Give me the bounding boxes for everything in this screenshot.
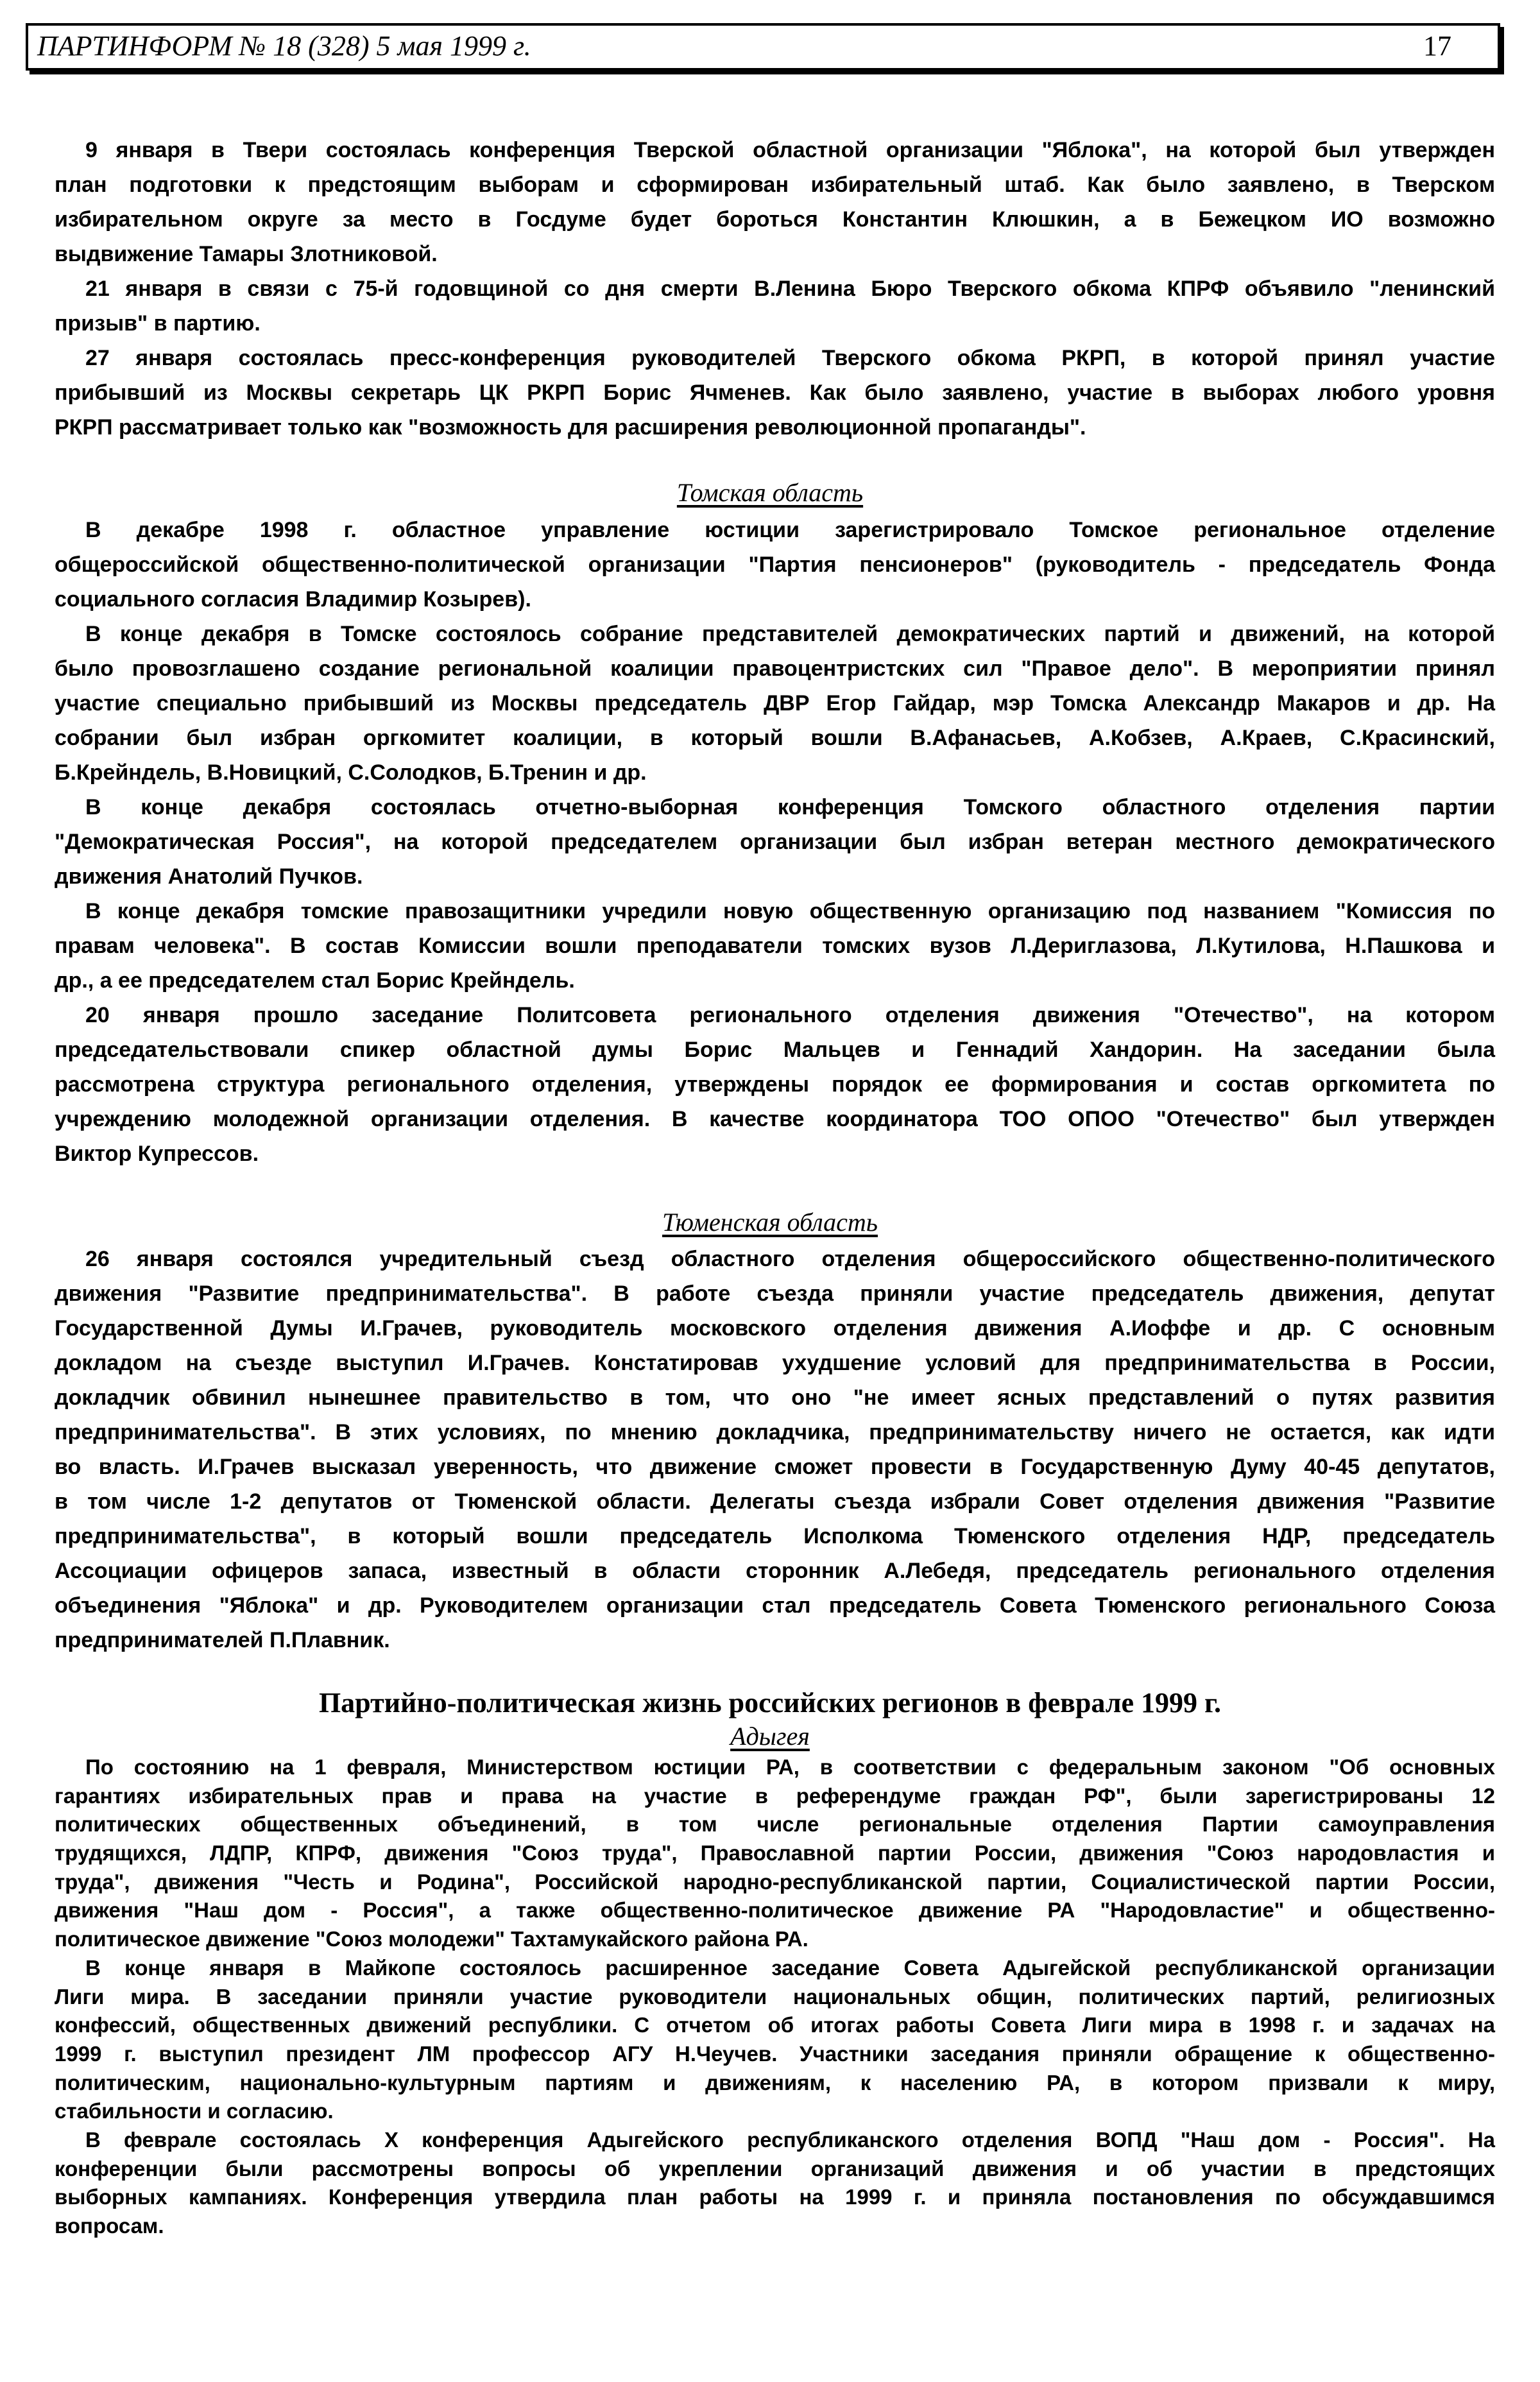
- text-line: В феврале состоялась X конференция Адыгейского республиканского отделения ВОПД "Наш дом - Россия". На: [85, 2127, 1495, 2152]
- text-line: движения Анатолий Пучков.: [55, 864, 363, 889]
- text-line: 20 января прошло заседание Политсовета регионального отделения движения "Отечество", на котором: [85, 1003, 1495, 1027]
- text-line: "Демократическая Россия", на которой председателем организации был избран ветеран местного демократического: [55, 830, 1495, 854]
- text-line: 26 января состоялся учредительный съезд областного отделения общероссийского общественно-политического: [85, 1247, 1495, 1271]
- text-line: учреждению молодежной организации отделения. В качестве координатора ТОО ОПОО "Отечество" был утвержден: [55, 1107, 1495, 1131]
- tomsk-heading: [0, 477, 1540, 508]
- text-line: Государственной Думы И.Грачев, руководитель московского отделения движения А.Иоффе и др. С основным: [55, 1316, 1495, 1341]
- paragraph: [55, 1753, 1495, 1954]
- text-line: В декабре 1998 г. областное управление юстиции зарегистрировало Томское региональное отделение: [85, 518, 1495, 542]
- text-line: общероссийской общественно-политической организации "Партия пенсионеров" (руководитель - председатель Фонда: [55, 553, 1495, 577]
- text-line: было провозглашено создание региональной коалиции правоцентристских сил "Правое дело". В мероприятии принял: [55, 656, 1495, 681]
- paragraph: [55, 271, 1495, 341]
- text-line: др., а ее председателем стал Борис Крейндель.: [55, 968, 575, 993]
- text-line: предпринимателей П.Плавник.: [55, 1628, 390, 1652]
- text-line: объединения "Яблока" и др. Руководителем организации стал председатель Совета Тюменского регионального Союза: [55, 1593, 1495, 1618]
- february-title: Партийно-политическая жизнь российских регионов в феврале 1999 г.: [318, 1687, 1222, 1718]
- text-line: политических общественных объединений, в том числе региональные отделения Партии самоуправления: [55, 1812, 1495, 1837]
- text-line: В конце января в Майкопе состоялось расширенное заседание Совета Адыгейской республиканской организации: [85, 1955, 1495, 1980]
- text-line: собрании был избран оргкомитет коалиции, в который вошли В.Афанасьев, А.Кобзев, А.Краев, С.Красинский,: [55, 726, 1495, 750]
- page-number: 17: [1423, 30, 1451, 62]
- paragraph: [55, 1954, 1495, 2126]
- text-line: политическим, национально-культурным партиям и движениям, к населению РА, в котором призвали к миру,: [55, 2070, 1495, 2095]
- text-line: выборных кампаниях. Конференция утвердила план работы на 1999 г. и приняла постановления по обсуждавшимся: [55, 2185, 1495, 2209]
- text-line: избирательном округе за место в Госдуме будет бороться Константин Клюшкин, а в Бежецком ИО возможно: [55, 207, 1495, 232]
- paragraph: [55, 1242, 1495, 1658]
- tver-section: [55, 133, 1495, 445]
- text-line: председательствовали спикер областной думы Борис Мальцев и Геннадий Хандорин. На заседании была: [55, 1038, 1495, 1062]
- text-line: В конце декабря в Томске состоялось собрание представителей демократических партий и движений, на которой: [85, 622, 1495, 646]
- text-line: движения "Наш дом - Россия", а также общественно-политическое движение РА "Народовластие" и общественно-: [55, 1898, 1495, 1923]
- text-line: социального согласия Владимир Козырев).: [55, 587, 531, 612]
- paragraph: [55, 133, 1495, 271]
- text-line: рассмотрена структура регионального отделения, утверждены порядок ее формирования и состав оргкомитета по: [55, 1072, 1495, 1097]
- tyumen-heading-text: Тюменская область: [662, 1208, 878, 1237]
- text-line: Ассоциации офицеров запаса, известный в области сторонник А.Лебедя, председатель регионального отделения: [55, 1559, 1495, 1583]
- text-line: выдвижение Тамары Злотниковой.: [55, 242, 438, 266]
- text-line: в том числе 1-2 депутатов от Тюменской области. Делегаты съезда избрали Совет отделения движения "Развитие: [55, 1489, 1495, 1514]
- text-line: РКРП рассматривает только как "возможность для расширения революционной пропаганды".: [55, 415, 1086, 440]
- tyumen-section: [55, 1242, 1495, 1658]
- text-line: По состоянию на 1 февраля, Министерством юстиции РА, в соответствии с федеральным законом "Об основных: [85, 1755, 1495, 1779]
- text-line: стабильности и согласию.: [55, 2099, 334, 2123]
- text-line: докладом на съезде выступил И.Грачев. Констатировав ухудшение условий для предпринимательства в России,: [55, 1351, 1495, 1375]
- text-line: движения "Развитие предпринимательства". В работе съезда приняли участие председатель движения, депутат: [55, 1281, 1495, 1306]
- text-line: Б.Крейндель, В.Новицкий, С.Солодков, Б.Тренин и др.: [55, 760, 647, 785]
- text-line: докладчик обвинил нынешнее правительство в том, что оно "не имеет ясных представлений о путях развития: [55, 1385, 1495, 1410]
- text-line: конференции были рассмотрены вопросы об укреплении организаций движения и об участии в предстоящих: [55, 2156, 1495, 2181]
- adygea-heading-text: Адыгея: [730, 1722, 810, 1751]
- adygea-section: [55, 1753, 1495, 2241]
- text-line: 9 января в Твери состоялась конференция Тверской областной организации "Яблока", на которой был утвержден: [85, 138, 1495, 162]
- paragraph: [55, 894, 1495, 998]
- text-line: конфессий, общественных движений республики. С отчетом об итогах работы Совета Лиги мира в 1998 г. и задачах на: [55, 2013, 1495, 2037]
- text-line: труда", движения "Честь и Родина", Российской народно-республиканской партии, Социалистической партии России,: [55, 1869, 1495, 1894]
- tyumen-heading: [0, 1207, 1540, 1237]
- text-line: гарантиях избирательных прав и права на участие в референдуме граждан РФ", были зарегистрированы 12: [55, 1783, 1495, 1808]
- paragraph: [55, 341, 1495, 445]
- adygea-heading: [0, 1721, 1540, 1751]
- text-line: участие специально прибывший из Москвы председатель ДВР Егор Гайдар, мэр Томска Александр Макаров и др. На: [55, 691, 1495, 715]
- text-line: 27 января состоялась пресс-конференция руководителей Тверского обкома РКРП, в которой принял участие: [85, 346, 1495, 370]
- text-line: вопросам.: [55, 2214, 164, 2238]
- text-line: правам человека". В состав Комиссии вошли преподаватели томских вузов Л.Дериглазова, Л.Кутилова, Н.Пашкова и: [55, 934, 1495, 958]
- paragraph: [55, 513, 1495, 617]
- text-line: призыв" в партию.: [55, 311, 261, 336]
- tomsk-heading-text: Томская область: [676, 478, 864, 507]
- text-line: план подготовки к предстоящим выборам и сформирован избирательный штаб. Как было заявлено, в Тверском: [55, 173, 1495, 197]
- text-line: политическое движение "Союз молодежи" Тахтамукайского района РА.: [55, 1927, 809, 1951]
- page-header: [26, 23, 1500, 71]
- text-line: Виктор Купрессов.: [55, 1142, 259, 1166]
- tomsk-section: [55, 513, 1495, 1171]
- text-line: прибывший из Москвы секретарь ЦК РКРП Борис Ячменев. Как было заявлено, участие в выборах любого уровня: [55, 381, 1495, 405]
- text-line: 21 января в связи с 75-й годовщиной со дня смерти В.Ленина Бюро Тверского обкома КПРФ объявило "ленинский: [85, 277, 1495, 301]
- text-line: во власть. И.Грачев высказал уверенность, что движение сможет провести в Государственную Думу 40-45 депутатов,: [55, 1455, 1495, 1479]
- paragraph: [55, 617, 1495, 790]
- paragraph: [55, 998, 1495, 1171]
- text-line: предпринимательства". В этих условиях, по мнению докладчика, предпринимательству ничего не остается, как идти: [55, 1420, 1495, 1444]
- paragraph: [55, 2126, 1495, 2241]
- text-line: Лиги мира. В заседании приняли участие руководители национальных общин, политических партий, религиозных: [55, 1984, 1495, 2009]
- publication-title: ПАРТИНФОРМ № 18 (328) 5 мая 1999 г.: [37, 30, 531, 62]
- text-line: предпринимательства", в который вошли председатель Исполкома Тюменского отделения НДР, председатель: [55, 1524, 1495, 1548]
- paragraph: [55, 790, 1495, 894]
- text-line: трудящихся, ЛДПР, КПРФ, движения "Союз труда", Православной партии России, движения "Союз народовластия и: [55, 1841, 1495, 1865]
- text-line: В конце декабря состоялась отчетно-выборная конференция Томского областного отделения партии: [85, 795, 1495, 819]
- text-line: В конце декабря томские правозащитники учредили новую общественную организацию под названием "Комиссия по: [85, 899, 1495, 923]
- text-line: 1999 г. выступил президент ЛМ профессор АГУ Н.Чеучев. Участники заседания приняли обращение к общественно-: [55, 2041, 1495, 2066]
